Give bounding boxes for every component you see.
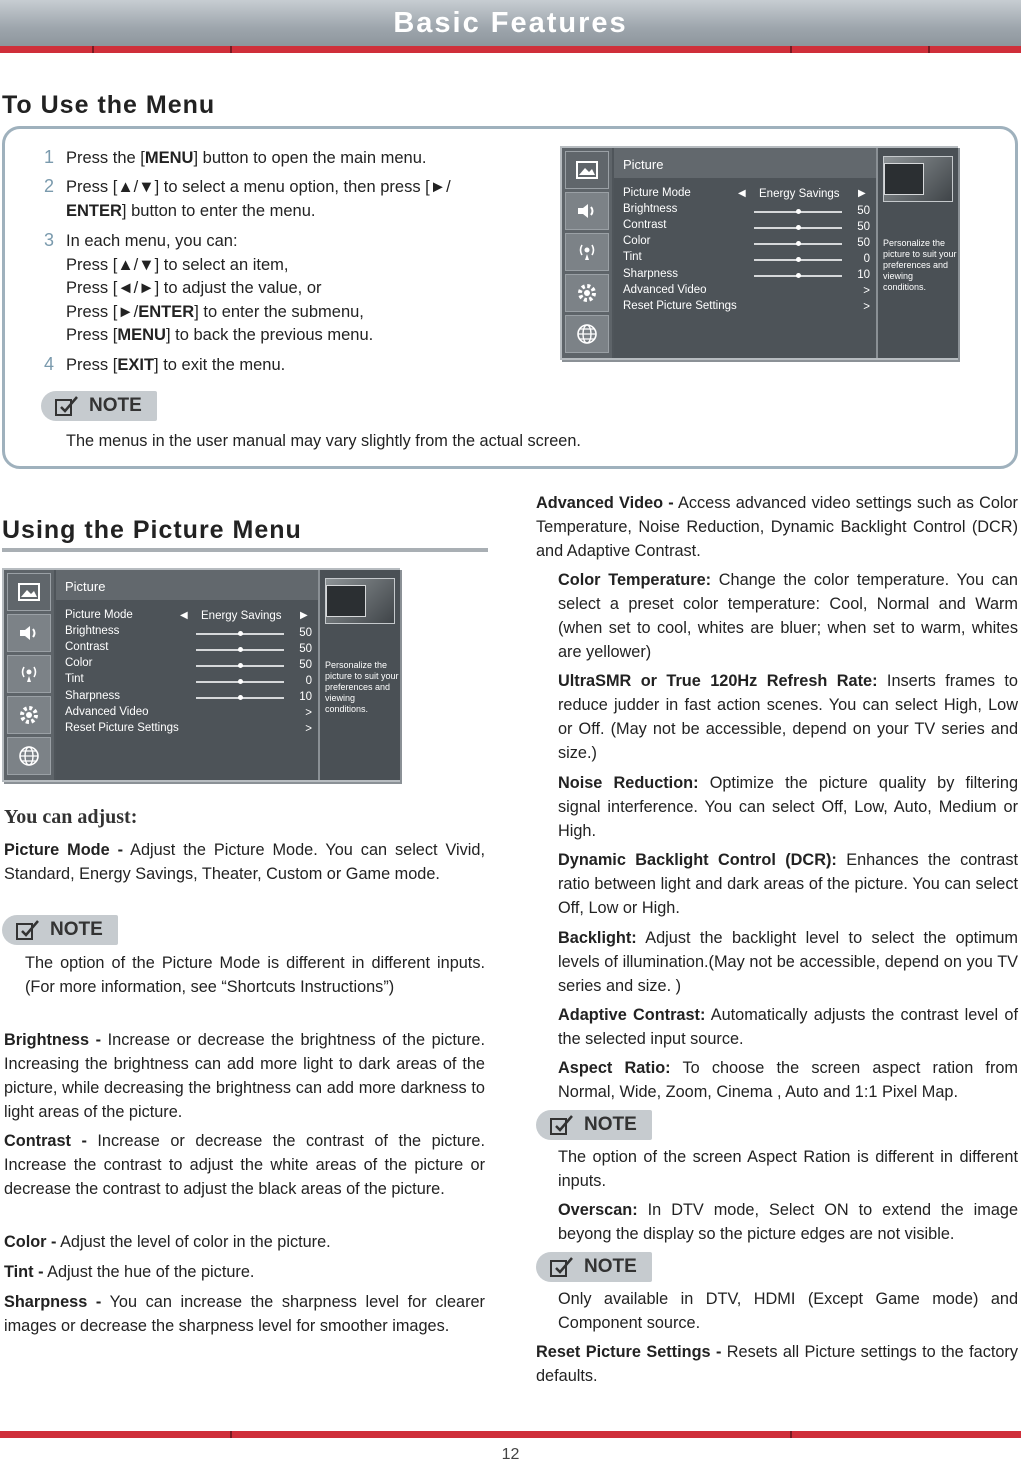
- tv-menu-header: Picture: [614, 148, 876, 178]
- left-arrow-icon[interactable]: ◀: [738, 188, 746, 199]
- picture-icon: [565, 151, 609, 189]
- tv-value: >: [863, 301, 870, 313]
- right-arrow-icon[interactable]: ▶: [858, 188, 866, 199]
- tv-menu-header: Picture: [56, 570, 318, 600]
- page-header: [0, 0, 1021, 46]
- tv-value: >: [305, 723, 312, 735]
- step-1: Press the [MENU] button to open the main menu.: [66, 149, 427, 167]
- reset-picture-settings-desc: Reset Picture Settings - Resets all Picture settings to the factory defaults.: [536, 1343, 1018, 1385]
- picture-mode-value: Energy Savings: [201, 610, 282, 622]
- tv-value: >: [863, 285, 870, 297]
- tv-row[interactable]: Tint: [623, 251, 642, 263]
- you-can-adjust-heading: You can adjust:: [4, 806, 138, 828]
- channel-icon: [565, 233, 609, 271]
- sharpness-slider[interactable]: [754, 275, 842, 277]
- color-slider[interactable]: [754, 243, 842, 245]
- tv-value: 50: [299, 643, 312, 655]
- tv-value: 50: [299, 627, 312, 639]
- tv-row[interactable]: Picture Mode: [65, 609, 133, 621]
- section-rule: [2, 548, 488, 552]
- noise-reduction-desc: Noise Reduction: Optimize the picture quality by filtering signal interference. You can select Off, Low, Auto, Medium or High.: [558, 774, 1018, 840]
- color-slider[interactable]: [196, 665, 284, 667]
- sharpness-desc: Sharpness - You can increase the sharpness level for clearer images or decrease the sharpness level for smoother images.: [4, 1293, 485, 1335]
- advanced-video-desc: Advanced Video - Access advanced video settings such as Color Temperature, Noise Reduction, Dynamic Backlight Control (DCR) and Adaptive Contrast.: [536, 494, 1018, 560]
- page-title: Basic Features: [393, 7, 628, 39]
- backlight-desc: Backlight: Adjust the backlight level to select the optimum levels of illumination.(May not be accessible, depend on you TV series and size. ): [558, 929, 1018, 995]
- tv-row[interactable]: Sharpness: [65, 690, 120, 702]
- note-icon: [16, 919, 40, 941]
- network-icon: [565, 315, 609, 353]
- step-number: 4: [44, 354, 55, 374]
- sound-icon: [7, 614, 51, 652]
- contrast-slider[interactable]: [754, 227, 842, 229]
- help-text: Personalize the picture to suit your preferences and viewing conditions.: [325, 660, 399, 714]
- aspect-ratio-desc: Aspect Ratio: To choose the screen aspect ration from Normal, Wide, Zoom, Cinema , Auto and 1:1 Pixel Map.: [558, 1059, 1018, 1101]
- header-rule: [0, 46, 1021, 53]
- tv-row[interactable]: Reset Picture Settings: [623, 300, 737, 312]
- tv-menu-help-panel: [318, 570, 400, 780]
- tv-row[interactable]: Color: [65, 657, 93, 669]
- contrast-slider[interactable]: [196, 649, 284, 651]
- overscan-desc: Overscan: In DTV mode, Select ON to extend the image beyong the display so the picture edges are not visible.: [558, 1201, 1018, 1243]
- tint-desc: Tint - Adjust the hue of the picture.: [4, 1263, 255, 1281]
- tv-value: >: [305, 707, 312, 719]
- tv-value: 50: [857, 221, 870, 233]
- brightness-desc: Brightness - Increase or decrease the brightness of the picture. Increasing the brightness can add more light to dark areas of the picture, while decreasing the brightness can add more darkness to light areas of the picture.: [4, 1031, 485, 1121]
- tv-value: 10: [857, 269, 870, 281]
- settings-icon: [565, 274, 609, 312]
- dcr-desc: Dynamic Backlight Control (DCR): Enhances the contrast ratio between light and dark areas of the picture. You can select Off, Low or High.: [558, 851, 1018, 917]
- picture-mode-desc: Picture Mode - Adjust the Picture Mode. You can select Vivid, Standard, Energy Savings, Theater, Custom or Game mode.: [4, 841, 485, 883]
- settings-icon: [7, 696, 51, 734]
- tv-value: 0: [863, 253, 870, 265]
- network-icon: [7, 737, 51, 775]
- section-title-use-menu: To Use the Menu: [2, 91, 216, 119]
- note-text: The menus in the user manual may vary slightly from the actual screen.: [66, 432, 581, 450]
- note-text: The option of the Picture Mode is different in different inputs. (For more information, see “Shortcuts Instructions”): [25, 954, 485, 996]
- sound-icon: [565, 192, 609, 230]
- step-2: Press [▲/▼] to select a menu option, then press [►/ ENTER] button to enter the menu.: [66, 178, 451, 220]
- channel-icon: [7, 655, 51, 693]
- step-number: 1: [44, 147, 55, 167]
- step-3: In each menu, you can: Press [▲/▼] to select an item, Press [◄/►] to adjust the value, or Press [►/ENTER] to enter the submenu, Press [MENU] to back the previous menu.: [66, 232, 374, 344]
- step-number: 2: [44, 176, 55, 196]
- tv-value: 50: [857, 237, 870, 249]
- tv-row[interactable]: Tint: [65, 673, 84, 685]
- picture-icon: [7, 573, 51, 611]
- note-icon: [55, 395, 79, 417]
- note-icon: [550, 1114, 574, 1136]
- tv-row[interactable]: Contrast: [623, 219, 667, 231]
- tv-value: 50: [299, 659, 312, 671]
- note-text: Only available in DTV, HDMI (Except Game mode) and Component source.: [558, 1290, 1018, 1332]
- ultrasmr-desc: UltraSMR or True 120Hz Refresh Rate: Inserts frames to reduce judder in fast action scenes. You can select High, Low or Off. (May not be accessible, depend on your TV series and size.): [558, 672, 1018, 762]
- tint-slider[interactable]: [754, 259, 842, 261]
- brightness-slider[interactable]: [754, 211, 842, 213]
- picture-mode-value: Energy Savings: [759, 188, 840, 200]
- tv-row[interactable]: Contrast: [65, 641, 109, 653]
- tv-row[interactable]: Advanced Video: [65, 706, 149, 718]
- note-badge: NOTE: [536, 1110, 652, 1140]
- tv-row[interactable]: Sharpness: [623, 268, 678, 280]
- brightness-slider[interactable]: [196, 633, 284, 635]
- note-icon: [550, 1256, 574, 1278]
- color-desc: Color - Adjust the level of color in the picture.: [4, 1233, 331, 1251]
- tv-value: 0: [305, 675, 312, 687]
- tv-row[interactable]: Reset Picture Settings: [65, 722, 179, 734]
- tv-picture-menu-screenshot: [2, 568, 400, 782]
- right-arrow-icon[interactable]: ▶: [300, 610, 308, 621]
- adaptive-contrast-desc: Adaptive Contrast: Automatically adjusts the contrast level of the selected input source.: [558, 1006, 1018, 1048]
- help-text: Personalize the picture to suit your preferences and viewing conditions.: [883, 238, 957, 292]
- note-badge: NOTE: [2, 915, 118, 945]
- footer-rule: [0, 1431, 1021, 1438]
- note-badge: NOTE: [41, 391, 157, 421]
- note-badge: NOTE: [536, 1252, 652, 1282]
- tv-row[interactable]: Advanced Video: [623, 284, 707, 296]
- tv-row[interactable]: Brightness: [623, 203, 678, 215]
- picture-thumbnail: [325, 578, 395, 624]
- page-number: 12: [501, 1446, 520, 1463]
- step-4: Press [EXIT] to exit the menu.: [66, 356, 286, 374]
- picture-thumbnail: [883, 156, 953, 202]
- tint-slider[interactable]: [196, 681, 284, 683]
- section-title-picture-menu: Using the Picture Menu: [2, 516, 302, 544]
- tv-row[interactable]: Color: [623, 235, 651, 247]
- contrast-desc: Contrast - Increase or decrease the contrast of the picture. Increase the contrast to adjust the white areas of the picture or decrease the contrast to adjust the black areas of the picture.: [4, 1132, 485, 1198]
- tv-value: 10: [299, 691, 312, 703]
- tv-menu-help-panel: [876, 148, 958, 358]
- sharpness-slider[interactable]: [196, 697, 284, 699]
- tv-row[interactable]: Picture Mode: [623, 187, 691, 199]
- tv-row[interactable]: Brightness: [65, 625, 120, 637]
- step-number: 3: [44, 230, 55, 250]
- tv-value: 50: [857, 205, 870, 217]
- color-temperature-desc: Color Temperature: Change the color temperature. You can select a preset color temperature: Cool, Normal and Warm (when set to cool, whites are bluer; when set to warm, whites are yellower): [558, 571, 1018, 661]
- note-text: The option of the screen Aspect Ration is different in different inputs.: [558, 1148, 1018, 1190]
- tv-picture-menu-screenshot: [560, 146, 958, 360]
- left-arrow-icon[interactable]: ◀: [180, 610, 188, 621]
